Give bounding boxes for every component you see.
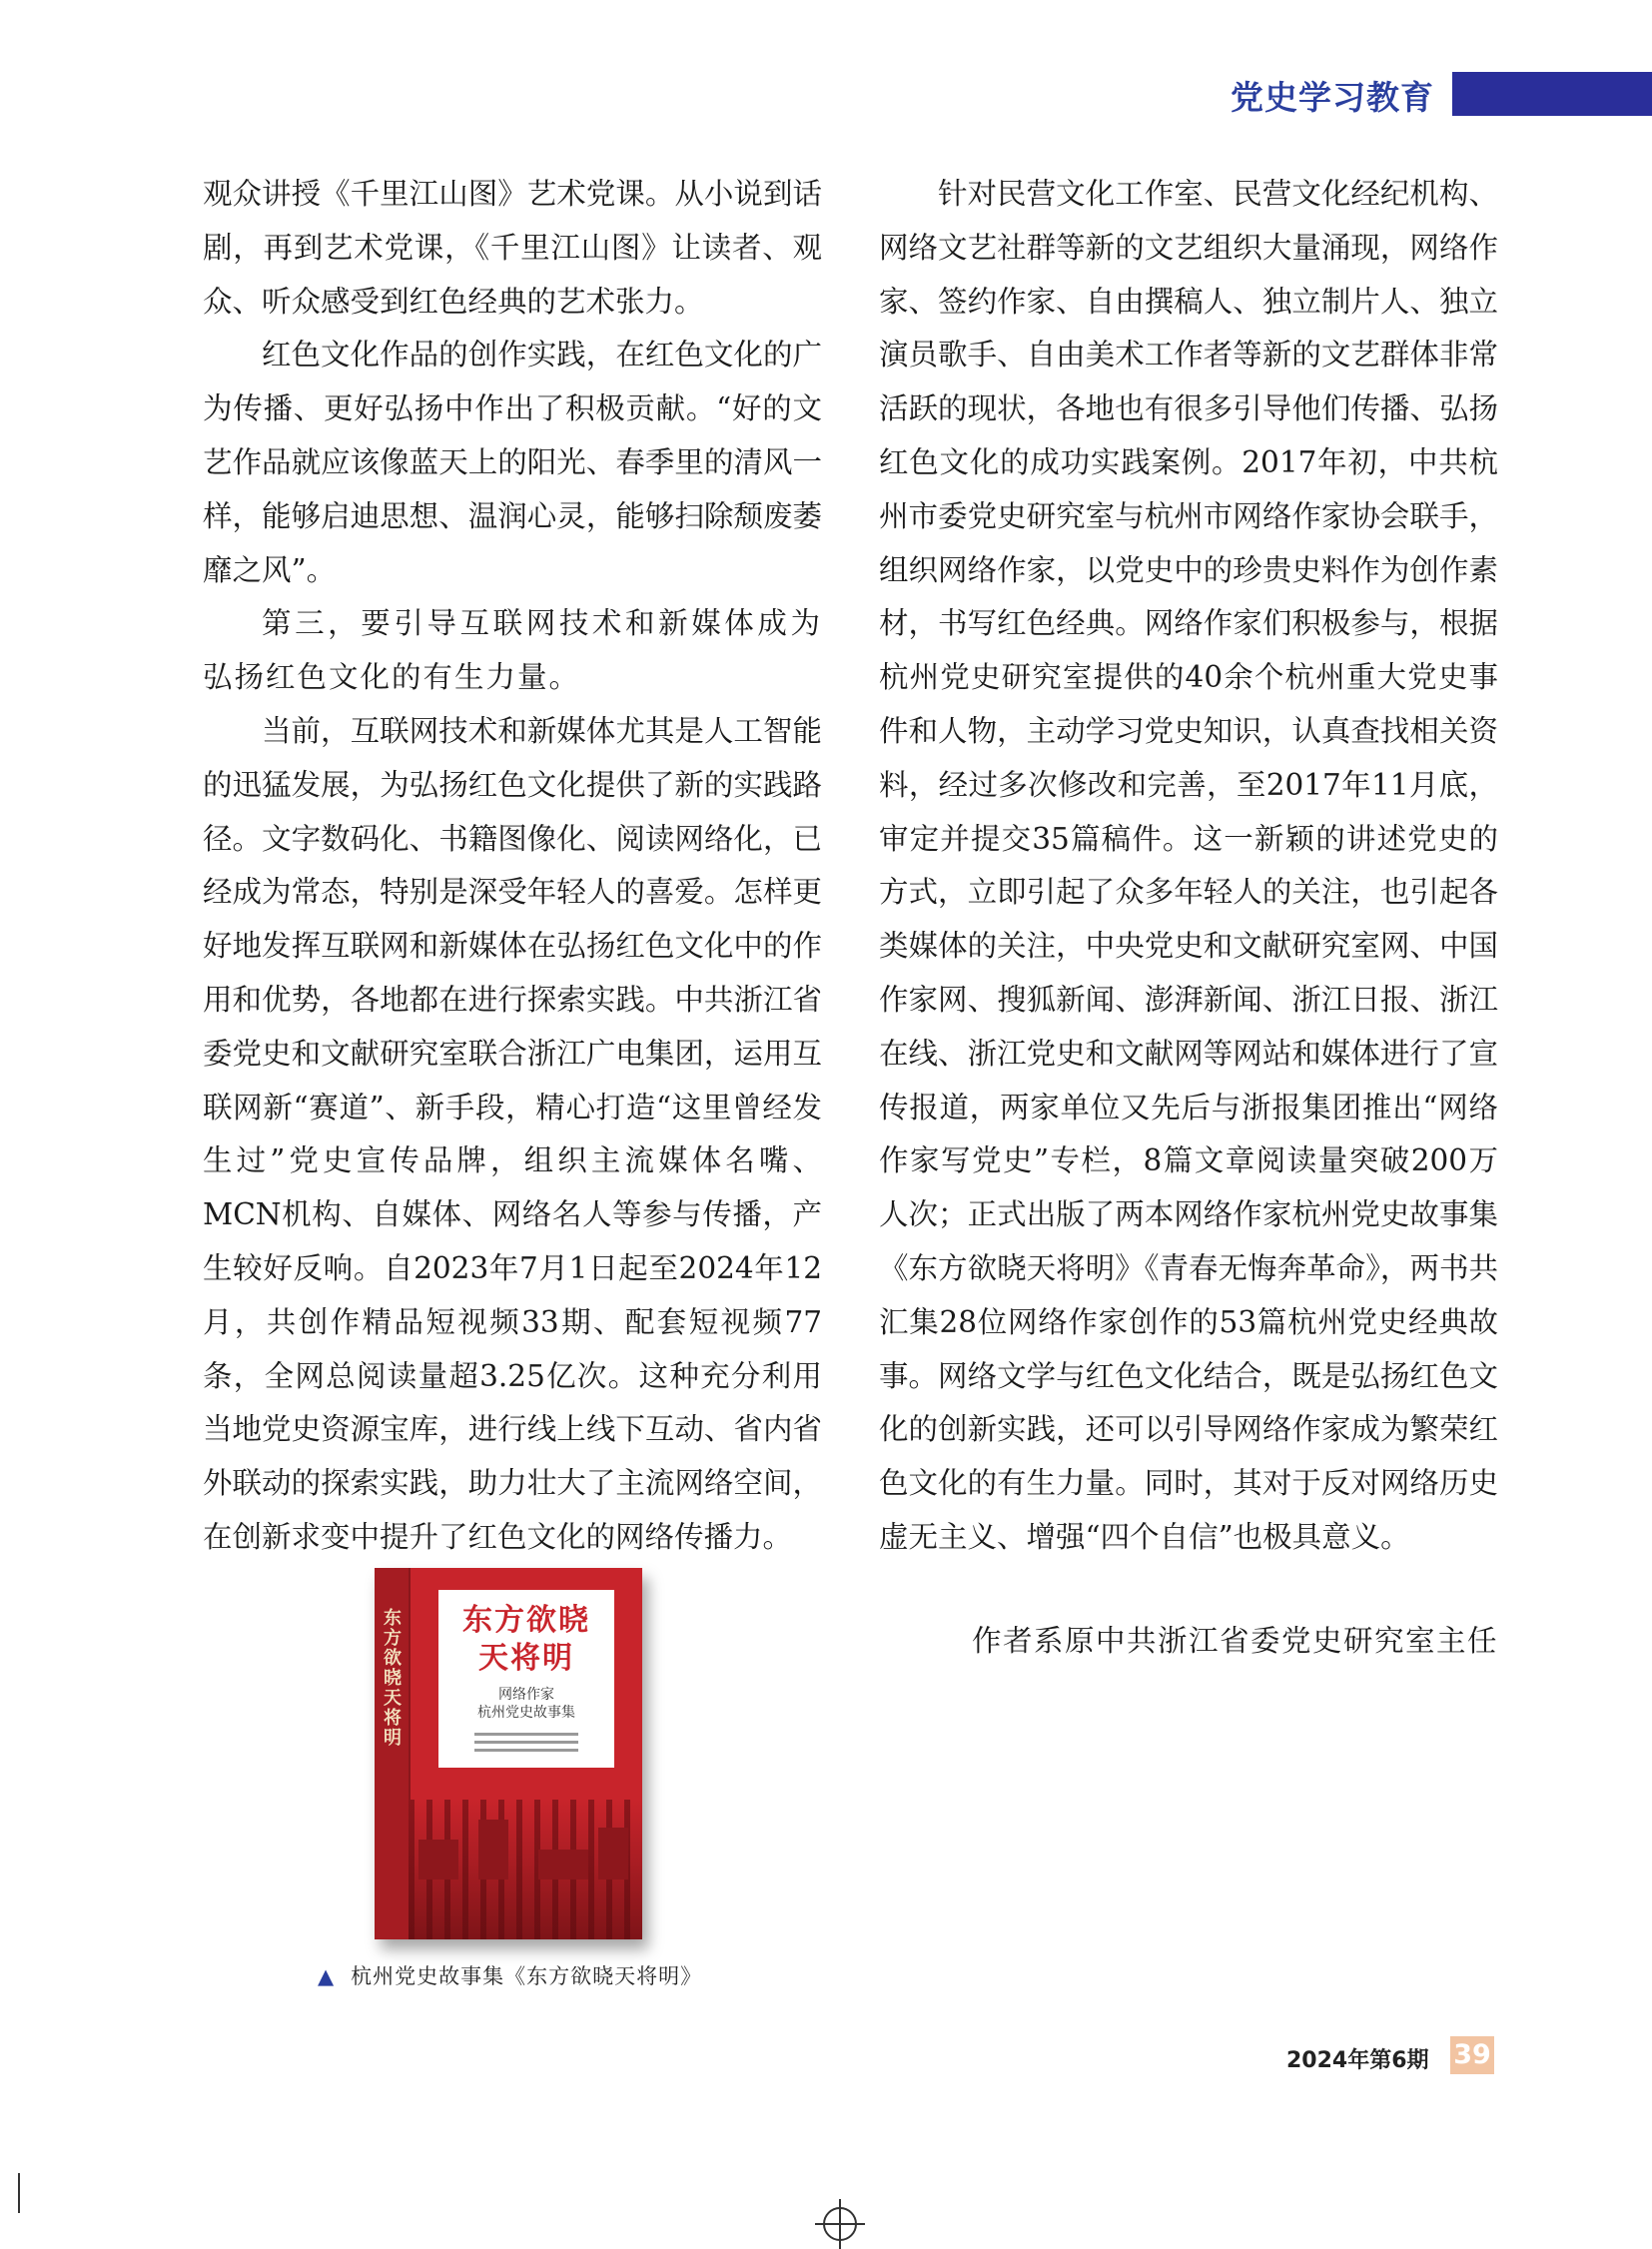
crop-mark: [18, 2173, 20, 2213]
left-column: [203, 168, 822, 1565]
book-cover-photo: [409, 1800, 642, 1939]
paragraph: 针对民营文化工作室、民营文化经纪机构、网络文艺社群等新的文艺组织大量涌现，网络作家、签约作家、自由撰稿人、独立制片人、独立演员歌手、自由美术工作者等新的文艺群体非常活跃的现状，各地也有很多引导他们传播、弘扬红色文化的成功实践案例。2017年初，中共杭州市委党史研究室与杭州市网络作家协会联手，组织网络作家，以党史中的珍贵史料作为创作素材，书写红色经典。网络作家们积极参与，根据杭州党史研究室提供的40余个杭州重大党史事件和人物，主动学习党史知识，认真查找相关资料，经过多次修改和完善，至2017年11月底，审定并提交35篇稿件。这一新颖的讲述党史的方式，立即引起了众多年轻人的关注，也引起各类媒体的关注，中央党史和文献研究室网、中国作家网、搜狐新闻、澎湃新闻、浙江日报、浙江在线、浙江党史和文献网等网站和媒体进行了宣传报道，两家单位又先后与浙报集团推出“网络作家写党史”专栏，8篇文章阅读量突破200万人次；正式出版了两本网络作家杭州党史故事集《东方欲晓天将明》《青春无悔奔革命》，两书共汇集28位网络作家创作的53篇杭州党史经典故事。网络文学与红色文化结合，既是弘扬红色文化的创新实践，还可以引导网络作家成为繁荣红色文化的有生力量。同时，其对于反对网络历史虚无主义、增强“四个自信”也极具意义。: [879, 177, 1498, 1554]
paragraph: 观众讲授《千里江山图》艺术党课。从小说到话剧，再到艺术党课，《千里江山图》让读者、观众、听众感受到红色经典的艺术张力。: [203, 177, 822, 319]
page-number-badge: 39: [1450, 2036, 1494, 2074]
book-cover-image: [375, 1568, 642, 1939]
section-color-block: [1452, 72, 1652, 116]
issue-label: 2024年第6期: [1286, 2048, 1429, 2073]
spine-text: 东方欲晓天将明: [381, 1608, 402, 1748]
book-editor-lines: [474, 1728, 578, 1757]
caption-triangle-icon: ▲: [318, 1964, 336, 1988]
registration-mark-icon: [823, 2207, 857, 2241]
book-title-line: 东方欲晓: [462, 1603, 590, 1638]
paragraph: 红色文化作品的创作实践，在红色文化的广为传播、更好弘扬中作出了积极贡献。“好的文艺作品就应该像蓝天上的阳光、春季里的清风一样，能够启迪思想、温润心灵，能够扫除颓废萎靡之风”。: [203, 338, 822, 587]
book-subtitle: [438, 1686, 614, 1722]
paragraph: 当前，互联网技术和新媒体尤其是人工智能的迅猛发展，为弘扬红色文化提供了新的实践路径。文字数码化、书籍图像化、阅读网络化，已经成为常态，特别是深受年轻人的喜爱。怎样更好地发挥互联网和新媒体在弘扬红色文化中的作用和优势，各地都在进行探索实践。中共浙江省委党史和文献研究室联合浙江广电集团，运用互联网新“赛道”、新手段，精心打造“这里曾经发生过”党史宣传品牌，组织主流媒体名嘴、MCN机构、自媒体、网络名人等参与传播，产生较好反响。自2023年7月1日起至2024年12月，共创作精品短视频33期、配套短视频77条，全网总阅读量超3.25亿次。这种充分利用当地党史资源宝库，进行线上线下互动、省内省外联动的探索实践，助力壮大了主流网络空间，在创新求变中提升了红色文化的网络传播力。: [203, 713, 822, 1554]
right-column: [879, 168, 1498, 1669]
book-title: [438, 1602, 614, 1678]
book-subtitle-line: 网络作家: [498, 1687, 554, 1703]
subheading: 第三，要引导互联网技术和新媒体成为弘扬红色文化的有生力量。: [203, 606, 822, 695]
book-subtitle-line: 杭州党史故事集: [477, 1705, 575, 1721]
caption-text: 杭州党史故事集《东方欲晓天将明》: [351, 1964, 703, 1988]
section-title: 党史学习教育: [1231, 78, 1434, 117]
author-note: 作者系原中共浙江省委党史研究室主任: [971, 1623, 1498, 1658]
book-title-line: 天将明: [478, 1641, 574, 1676]
book-spine: [375, 1568, 411, 1939]
figure-caption: [318, 1960, 702, 1990]
